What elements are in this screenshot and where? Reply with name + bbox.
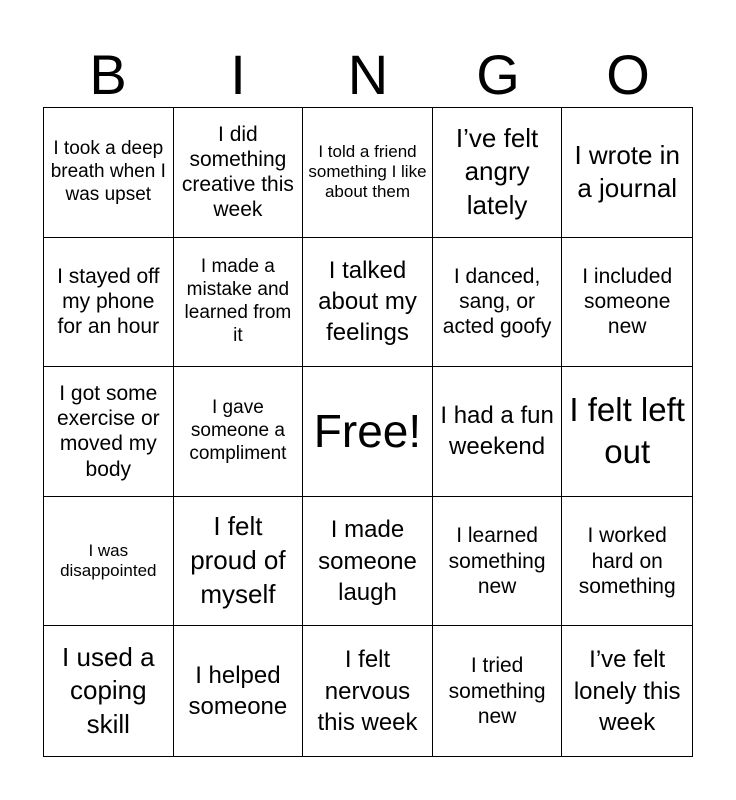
bingo-cell[interactable] bbox=[174, 238, 304, 368]
cell-text: I gave someone a compliment bbox=[189, 397, 287, 464]
bingo-header bbox=[43, 42, 693, 108]
bingo-cell[interactable] bbox=[174, 367, 304, 497]
cell-text: I talked about my feelings bbox=[318, 257, 417, 347]
bingo-cell[interactable] bbox=[433, 497, 563, 627]
bingo-cell[interactable] bbox=[44, 108, 174, 238]
header-letter-i: I bbox=[230, 43, 246, 106]
cell-text: I used a coping skill bbox=[62, 641, 155, 740]
cell-text: I took a deep breath when I was upset bbox=[50, 138, 166, 205]
cell-text: I tried something new bbox=[448, 654, 546, 728]
bingo-cell[interactable] bbox=[303, 108, 433, 238]
bingo-cell[interactable] bbox=[562, 108, 692, 238]
cell-text: I had a fun weekend bbox=[440, 402, 554, 461]
bingo-cell[interactable] bbox=[433, 238, 563, 368]
bingo-board bbox=[43, 107, 693, 757]
bingo-cell[interactable] bbox=[562, 367, 692, 497]
cell-text: I danced, sang, or acted goofy bbox=[442, 265, 552, 339]
bingo-cell[interactable] bbox=[174, 108, 304, 238]
cell-text: I felt left out bbox=[569, 390, 685, 471]
cell-text: I got some exercise or moved my body bbox=[56, 382, 160, 481]
bingo-cell[interactable] bbox=[44, 238, 174, 368]
cell-text: I felt nervous this week bbox=[317, 646, 418, 736]
cell-text: I worked hard on something bbox=[578, 524, 676, 598]
bingo-cell[interactable] bbox=[303, 626, 433, 756]
cell-text: I learned something new bbox=[448, 524, 546, 598]
bingo-cell[interactable] bbox=[433, 626, 563, 756]
cell-text: I helped someone bbox=[188, 662, 288, 721]
bingo-cell[interactable] bbox=[44, 626, 174, 756]
bingo-cell[interactable] bbox=[562, 238, 692, 368]
cell-text: I stayed off my phone for an hour bbox=[57, 265, 160, 339]
bingo-cell[interactable] bbox=[433, 367, 563, 497]
bingo-cell[interactable] bbox=[433, 108, 563, 238]
bingo-cell-free[interactable] bbox=[303, 367, 433, 497]
cell-text: I told a friend something I like about them bbox=[308, 141, 427, 202]
cell-text: I felt proud of myself bbox=[190, 511, 286, 609]
bingo-cell[interactable] bbox=[44, 367, 174, 497]
bingo-cell[interactable] bbox=[174, 497, 304, 627]
header-letter-b: B bbox=[89, 43, 127, 106]
bingo-cell[interactable] bbox=[562, 626, 692, 756]
header-letter-g: G bbox=[476, 43, 520, 106]
cell-text: I did something creative this week bbox=[181, 122, 294, 222]
bingo-cell[interactable] bbox=[562, 497, 692, 627]
cell-text: I was disappointed bbox=[60, 540, 157, 581]
header-letter-o: O bbox=[606, 43, 650, 106]
bingo-cell[interactable] bbox=[303, 238, 433, 368]
cell-text: I wrote in a journal bbox=[574, 139, 680, 204]
bingo-cell[interactable] bbox=[174, 626, 304, 756]
header-letter-n: N bbox=[347, 43, 389, 106]
cell-text: I made a mistake and learned from it bbox=[184, 256, 292, 346]
cell-text: I’ve felt angry lately bbox=[455, 122, 539, 221]
bingo-cell[interactable] bbox=[44, 497, 174, 627]
cell-text: I included someone new bbox=[582, 265, 673, 339]
cell-text: Free! bbox=[313, 404, 422, 457]
bingo-cell[interactable] bbox=[303, 497, 433, 627]
cell-text: I made someone laugh bbox=[318, 516, 417, 606]
cell-text: I’ve felt lonely this week bbox=[573, 646, 681, 736]
